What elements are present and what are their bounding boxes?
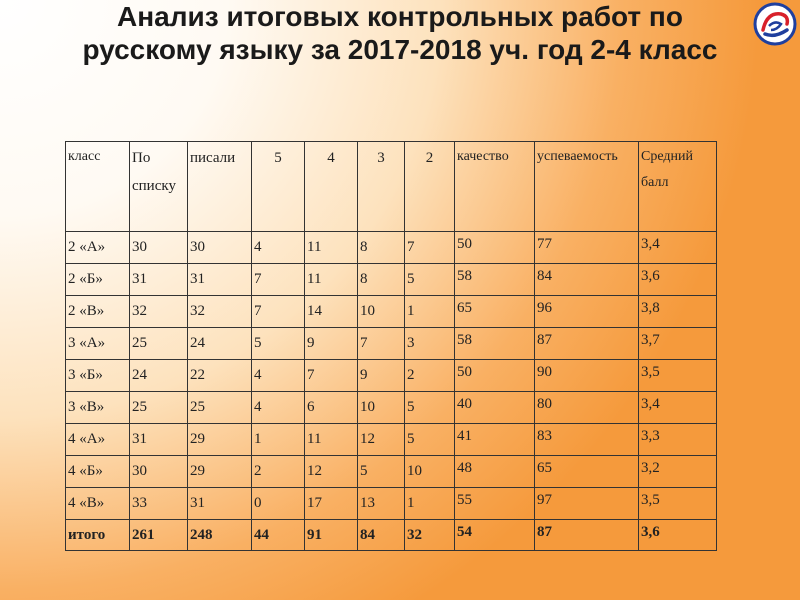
table-row bbox=[66, 488, 717, 520]
cell-wrote: 22 bbox=[188, 360, 252, 392]
cell-grade-2: 5 bbox=[405, 392, 455, 424]
cell-class: 4 «В» bbox=[66, 488, 130, 520]
table-row bbox=[66, 456, 717, 488]
cell-on-list: 24 bbox=[130, 360, 188, 392]
cell-grade-3: 84 bbox=[358, 520, 405, 551]
cell-wrote: 31 bbox=[188, 488, 252, 520]
header-on-list: По списку bbox=[130, 142, 188, 232]
cell-wrote: 24 bbox=[188, 328, 252, 360]
page-title: Анализ итоговых контрольных работ по русскому языку за 2017-2018 уч. год 2-4 класс bbox=[82, 1, 718, 65]
cell-wrote: 29 bbox=[188, 456, 252, 488]
cell-success-rate: 96 bbox=[535, 293, 639, 325]
cell-wrote: 29 bbox=[188, 424, 252, 456]
cell-grade-3: 8 bbox=[358, 264, 405, 296]
cell-on-list: 32 bbox=[130, 296, 188, 328]
cell-wrote: 31 bbox=[188, 264, 252, 296]
cell-class: 2 «А» bbox=[66, 232, 130, 264]
cell-class: 3 «А» bbox=[66, 328, 130, 360]
cell-on-list: 25 bbox=[130, 392, 188, 424]
cell-average-score: 3,8 bbox=[639, 293, 717, 325]
cell-success-rate: 90 bbox=[535, 357, 639, 389]
cell-average-score: 3,2 bbox=[639, 453, 717, 485]
cell-on-list: 30 bbox=[130, 456, 188, 488]
table-row bbox=[66, 392, 717, 424]
cell-grade-3: 5 bbox=[358, 456, 405, 488]
cell-average-score: 3,6 bbox=[639, 261, 717, 293]
school-emblem-icon bbox=[753, 2, 797, 46]
cell-success-rate: 84 bbox=[535, 261, 639, 293]
cell-wrote: 30 bbox=[188, 232, 252, 264]
cell-success-rate: 83 bbox=[535, 421, 639, 453]
cell-grade-4: 91 bbox=[305, 520, 358, 551]
cell-grade-2: 1 bbox=[405, 296, 455, 328]
cell-grade-5: 7 bbox=[252, 296, 305, 328]
cell-on-list: 31 bbox=[130, 424, 188, 456]
cell-grade-2: 32 bbox=[405, 520, 455, 551]
cell-grade-3: 10 bbox=[358, 392, 405, 424]
cell-grade-5: 4 bbox=[252, 392, 305, 424]
cell-class: 3 «Б» bbox=[66, 360, 130, 392]
cell-wrote: 32 bbox=[188, 296, 252, 328]
cell-average-score: 3,7 bbox=[639, 325, 717, 357]
cell-grade-2: 1 bbox=[405, 488, 455, 520]
cell-on-list: 31 bbox=[130, 264, 188, 296]
cell-quality: 55 bbox=[455, 485, 535, 517]
cell-on-list: 33 bbox=[130, 488, 188, 520]
table-row bbox=[66, 232, 717, 264]
cell-average-score: 3,3 bbox=[639, 421, 717, 453]
cell-on-list: 25 bbox=[130, 328, 188, 360]
cell-class: 3 «В» bbox=[66, 392, 130, 424]
cell-grade-4: 7 bbox=[305, 360, 358, 392]
header-grade-4: 4 bbox=[305, 142, 358, 232]
cell-average-score: 3,4 bbox=[639, 229, 717, 261]
cell-grade-3: 10 bbox=[358, 296, 405, 328]
cell-grade-5: 7 bbox=[252, 264, 305, 296]
cell-quality: 58 bbox=[455, 261, 535, 293]
table-row bbox=[66, 296, 717, 328]
cell-success-rate: 97 bbox=[535, 485, 639, 517]
header-class: класс bbox=[66, 142, 130, 232]
cell-grade-3: 8 bbox=[358, 232, 405, 264]
cell-grade-3: 12 bbox=[358, 424, 405, 456]
table-row bbox=[66, 264, 717, 296]
cell-grade-4: 11 bbox=[305, 232, 358, 264]
header-grade-3: 3 bbox=[358, 142, 405, 232]
table-row bbox=[66, 424, 717, 456]
cell-grade-2: 2 bbox=[405, 360, 455, 392]
header-grade-2: 2 bbox=[405, 142, 455, 232]
cell-quality: 41 bbox=[455, 421, 535, 453]
header-wrote: писали bbox=[188, 142, 252, 232]
header-average-score: Средний балл bbox=[639, 142, 717, 232]
cell-success-rate: 80 bbox=[535, 389, 639, 421]
cell-grade-4: 12 bbox=[305, 456, 358, 488]
cell-quality: 50 bbox=[455, 229, 535, 261]
cell-wrote: 25 bbox=[188, 392, 252, 424]
table-row bbox=[66, 360, 717, 392]
cell-class: 2 «Б» bbox=[66, 264, 130, 296]
cell-on-list: 261 bbox=[130, 520, 188, 551]
cell-grade-2: 3 bbox=[405, 328, 455, 360]
cell-average-score: 3,5 bbox=[639, 485, 717, 517]
cell-class: 2 «В» bbox=[66, 296, 130, 328]
cell-grade-4: 11 bbox=[305, 424, 358, 456]
cell-quality: 48 bbox=[455, 453, 535, 485]
cell-grade-2: 10 bbox=[405, 456, 455, 488]
cell-success-rate: 65 bbox=[535, 453, 639, 485]
cell-grade-4: 9 bbox=[305, 328, 358, 360]
cell-grade-4: 11 bbox=[305, 264, 358, 296]
cell-quality: 50 bbox=[455, 357, 535, 389]
cell-grade-2: 5 bbox=[405, 264, 455, 296]
cell-grade-4: 6 bbox=[305, 392, 358, 424]
cell-grade-5: 4 bbox=[252, 232, 305, 264]
cell-grade-5: 44 bbox=[252, 520, 305, 551]
cell-quality: 58 bbox=[455, 325, 535, 357]
cell-quality: 65 bbox=[455, 293, 535, 325]
cell-grade-5: 2 bbox=[252, 456, 305, 488]
cell-grade-5: 0 bbox=[252, 488, 305, 520]
total-row bbox=[66, 520, 717, 551]
results-table bbox=[65, 141, 717, 551]
cell-quality: 40 bbox=[455, 389, 535, 421]
cell-class: 4 «Б» bbox=[66, 456, 130, 488]
cell-grade-3: 13 bbox=[358, 488, 405, 520]
cell-grade-4: 14 bbox=[305, 296, 358, 328]
cell-grade-2: 5 bbox=[405, 424, 455, 456]
cell-wrote: 248 bbox=[188, 520, 252, 551]
cell-success-rate: 77 bbox=[535, 229, 639, 261]
header-success-rate: успеваемость bbox=[535, 142, 639, 232]
cell-on-list: 30 bbox=[130, 232, 188, 264]
cell-grade-2: 7 bbox=[405, 232, 455, 264]
header-grade-5: 5 bbox=[252, 142, 305, 232]
cell-average-score: 3,5 bbox=[639, 357, 717, 389]
cell-grade-5: 4 bbox=[252, 360, 305, 392]
cell-grade-5: 5 bbox=[252, 328, 305, 360]
cell-grade-5: 1 bbox=[252, 424, 305, 456]
cell-grade-3: 9 bbox=[358, 360, 405, 392]
header-row bbox=[66, 142, 717, 232]
cell-average-score: 3,6 bbox=[639, 517, 717, 548]
cell-class: 4 «А» bbox=[66, 424, 130, 456]
cell-quality: 54 bbox=[455, 517, 535, 548]
cell-average-score: 3,4 bbox=[639, 389, 717, 421]
table-row bbox=[66, 328, 717, 360]
cell-grade-4: 17 bbox=[305, 488, 358, 520]
cell-grade-3: 7 bbox=[358, 328, 405, 360]
cell-success-rate: 87 bbox=[535, 517, 639, 548]
cell-class: итого bbox=[66, 520, 130, 551]
cell-success-rate: 87 bbox=[535, 325, 639, 357]
header-quality: качество bbox=[455, 142, 535, 232]
